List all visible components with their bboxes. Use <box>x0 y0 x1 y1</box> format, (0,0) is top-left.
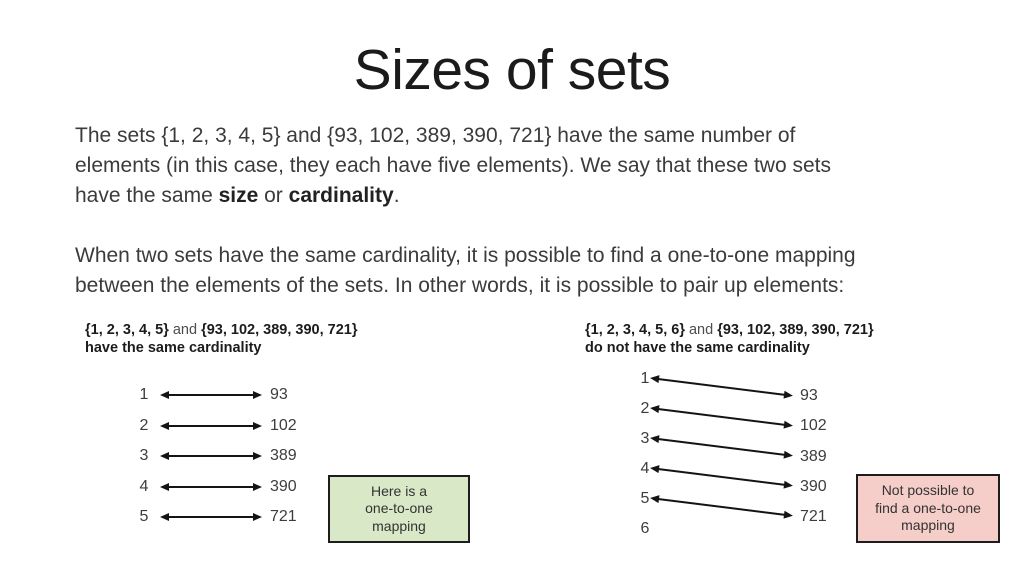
right-element: 93 <box>800 387 818 405</box>
callout-line-3: mapping <box>372 517 426 534</box>
right-element: 93 <box>270 386 288 404</box>
left-diagram-heading <box>85 321 358 357</box>
double-arrow-icon <box>168 425 254 427</box>
callout-line-1: Here is a <box>370 482 428 499</box>
right-element: 389 <box>800 447 827 465</box>
left-element: 5 <box>640 490 650 507</box>
left-heading-line-1: {1, 2, 3, 4, 5} and {93, 102, 389, 390, 721} <box>85 322 358 338</box>
double-arrow-icon <box>168 394 254 396</box>
left-element: 1 <box>139 386 149 404</box>
left-element: 3 <box>139 447 149 465</box>
right-heading-line-1: {1, 2, 3, 4, 5, 6} and {93, 102, 389, 390, 721} <box>585 322 874 338</box>
slide-title: Sizes of sets <box>353 38 671 102</box>
intro-line-1: The sets {1, 2, 3, 4, 5} and {93, 102, 389, 390, 721} have the same number of <box>75 124 796 147</box>
double-arrow-icon <box>168 455 254 457</box>
left-element: 3 <box>640 430 650 447</box>
double-arrow-icon <box>658 408 785 426</box>
bold-cardinality: cardinality <box>288 184 394 207</box>
mapping-row <box>132 472 297 503</box>
callout-line-3: mapping <box>901 517 955 534</box>
callout-line-2: find a one-to-one <box>875 499 981 516</box>
mapping-row <box>132 441 297 472</box>
callout-line-1: Not possible to <box>881 482 975 499</box>
right-element: 102 <box>270 416 297 434</box>
right-element: 102 <box>800 417 827 435</box>
double-arrow-icon <box>658 378 785 396</box>
mapping-row <box>132 411 297 442</box>
left-element: 2 <box>640 400 650 417</box>
left-diagram-mapping <box>132 380 297 533</box>
bold-size: size <box>218 184 259 207</box>
right-element: 390 <box>270 477 297 495</box>
mapping-row <box>132 380 297 411</box>
right-diagram-left-column <box>634 364 656 544</box>
left-element: 1 <box>640 370 650 387</box>
intro-paragraph <box>75 121 980 211</box>
intro-line-3: have the same size or cardinality. <box>75 184 400 207</box>
right-element: 721 <box>270 508 297 526</box>
left-heading-line-2: have the same cardinality <box>85 340 262 356</box>
right-diagram-right-column <box>800 381 827 532</box>
right-element: 390 <box>800 478 827 496</box>
right-heading-line-2: do not have the same cardinality <box>585 340 810 356</box>
right-diagram-heading <box>585 321 874 357</box>
left-element: 6 <box>640 520 650 537</box>
mapping-line-1: When two sets have the same cardinality, it is possible to find a one-to-one mapping <box>75 244 856 267</box>
mapping-paragraph <box>75 241 980 301</box>
mapping-line-2: between the elements of the sets. In other words, it is possible to pair up elements: <box>75 274 845 297</box>
left-element: 4 <box>139 477 149 495</box>
double-arrow-icon <box>168 516 254 518</box>
mapping-row <box>132 502 297 533</box>
callout-line-2: one-to-one <box>365 500 433 517</box>
double-arrow-icon <box>658 498 785 516</box>
double-arrow-icon <box>658 468 785 486</box>
left-element: 5 <box>139 508 149 526</box>
not-possible-callout <box>856 474 1000 543</box>
left-element: 2 <box>139 416 149 434</box>
left-element: 4 <box>640 460 650 477</box>
intro-line-2: elements (in this case, they each have five elements). We say that these two sets <box>75 154 831 177</box>
double-arrow-icon <box>658 438 785 456</box>
right-element: 721 <box>800 508 827 526</box>
one-to-one-callout <box>328 475 470 543</box>
right-element: 389 <box>270 447 297 465</box>
double-arrow-icon <box>168 486 254 488</box>
